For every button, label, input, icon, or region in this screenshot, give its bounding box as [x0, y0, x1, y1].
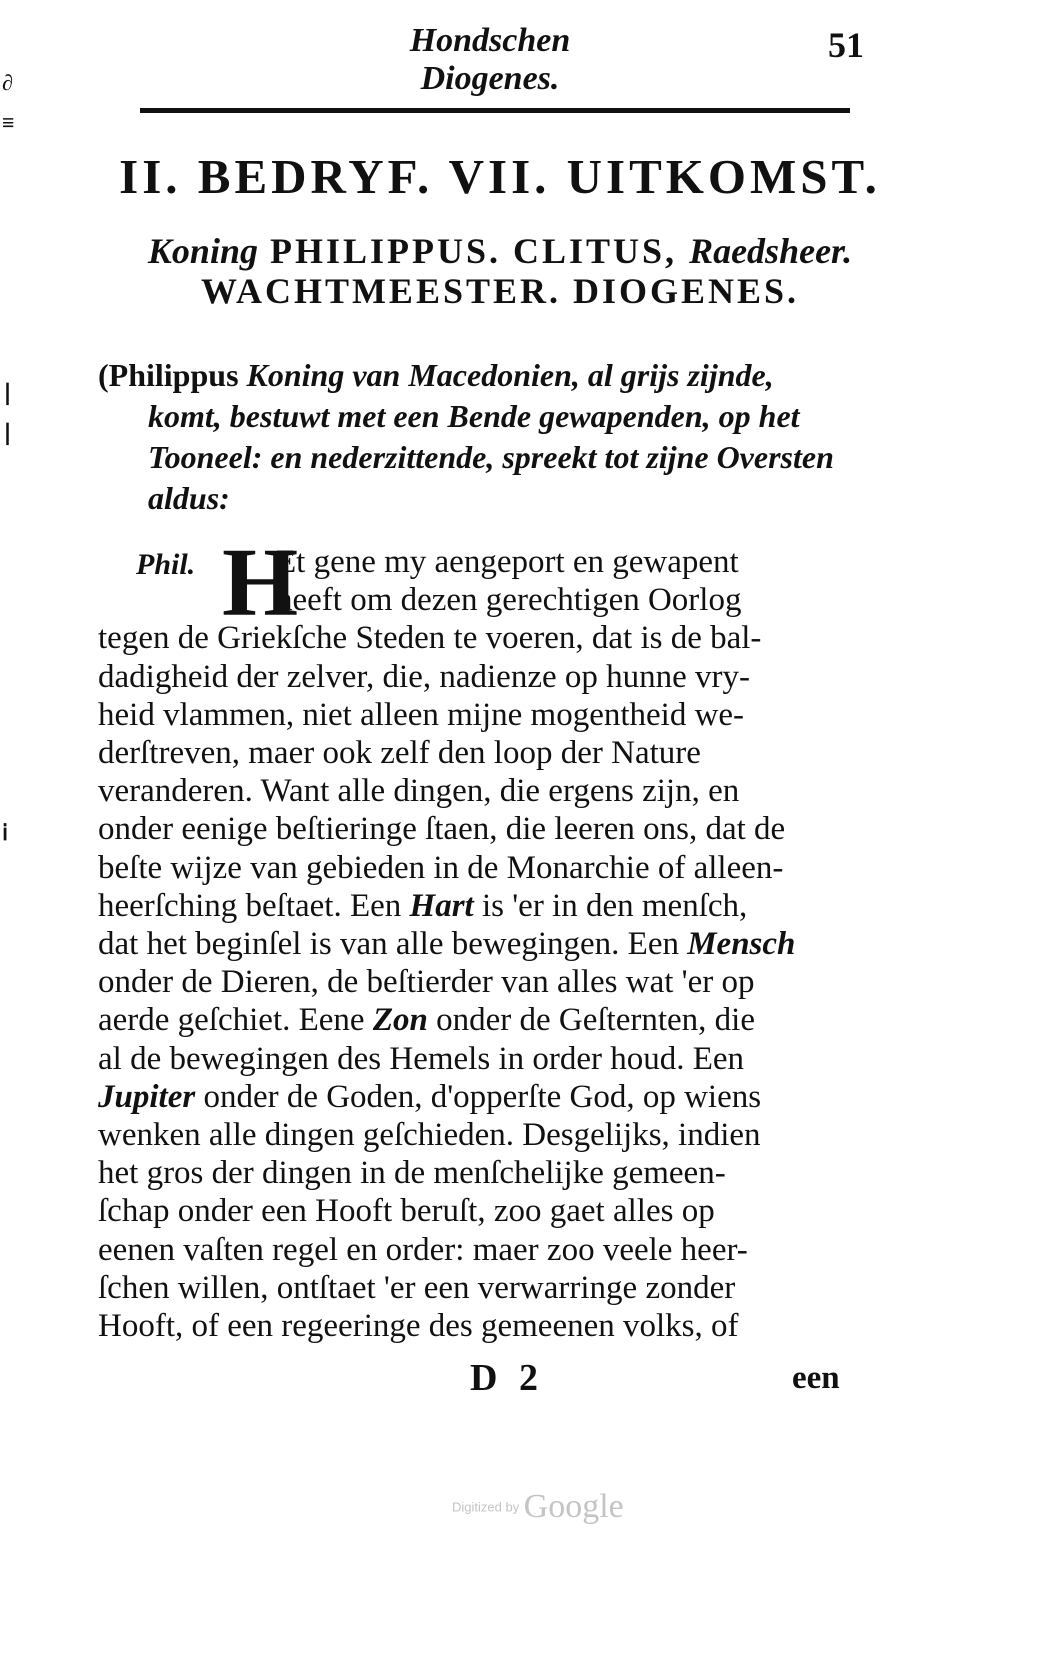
text-line: Hooft, of een regeeringe des gemeenen volks, of [98, 1308, 739, 1345]
catchword: een [792, 1360, 840, 1396]
text-segment: aerde geſchiet. Eene [98, 1002, 365, 1039]
margin-bleed-mark: ∣ [2, 420, 13, 445]
text-line: Et gene my aengeport en gewapent [276, 544, 739, 580]
cast-philippus: PHILIPPUS. [269, 231, 501, 271]
cast-koning: Koning [147, 231, 258, 271]
margin-bleed-mark: ∂ [2, 70, 13, 95]
text-line: eenen vaſten regel en order: maer zoo veele heer- [98, 1231, 748, 1268]
text-line: ſchap onder een Hooft beruſt, zoo gaet alles op [98, 1193, 715, 1230]
header-rule [140, 108, 850, 113]
speech-text [98, 543, 858, 1345]
drop-cap: H [222, 529, 299, 637]
watermark-prefix: Digitized by [452, 1499, 520, 1515]
stage-direction-line: Tooneel: en nederzittende, spreekt tot zijne Oversten [148, 439, 834, 475]
signature-mark: D 2 [470, 1357, 544, 1399]
stage-direction-text: Koning van Macedonien, al grijs zijnde, [246, 357, 774, 393]
stage-direction-line: komt, bestuwt met een Bende gewapenden, op het [148, 398, 800, 434]
cast-line-2: WACHTMEESTER. DIOGENES. [200, 271, 800, 311]
margin-bleed-mark: ∣ [2, 380, 13, 405]
text-line: derſtreven, maer ook zelf den loop der Nature [98, 735, 701, 772]
text-line: onder de Dieren, de beſtierder van alles wat 'er op [98, 964, 755, 1001]
page-number: 51 [828, 25, 864, 65]
text-segment: dat het beginſel is van alle bewegingen. Een [98, 926, 679, 963]
emphasis-mensch: Mensch [687, 926, 796, 963]
cast-raedsheer: Raedsheer. [689, 231, 853, 271]
text-line: heeft om dezen gerechtigen Oorlog [276, 582, 742, 619]
cast-line-1 [0, 230, 1000, 272]
text-line: onder eenige beſtieringe ſtaen, die leeren ons, dat de [98, 811, 786, 848]
emphasis-jupiter: Jupiter [98, 1078, 196, 1115]
digitized-watermark [452, 1488, 624, 1526]
text-segment: onder de Goden, d'opperſte God, op wiens [203, 1078, 762, 1115]
margin-bleed-mark: ≡ [2, 110, 15, 135]
text-line: tegen de Griekſche Steden te voeren, dat is de bal- [98, 620, 762, 657]
text-segment: onder de Geſternten, die [436, 1002, 755, 1039]
watermark-brand: Google [523, 1488, 624, 1525]
text-segment: heerſching beſtaet. Een [98, 887, 402, 924]
text-line: al de bewegingen des Hemels in order houd. Een [98, 1040, 745, 1077]
text-line: beſte wijze van gebieden in de Monarchie of alleen- [98, 849, 784, 886]
stage-direction [98, 355, 858, 519]
text-line: ſchen willen, ontſtaet 'er een verwarringe zonder [98, 1269, 736, 1306]
emphasis-zon: Zon [372, 1002, 428, 1039]
act-title: II. BEDRYF. VII. UITKOMST. [119, 149, 881, 204]
text-line [98, 1001, 858, 1039]
stage-direction-line [98, 355, 858, 396]
text-line: wenken alle dingen geſchieden. Desgelijks, indien [98, 1117, 761, 1154]
margin-bleed-mark: ⅰ [2, 820, 9, 845]
text-line: veranderen. Want alle dingen, die ergens zijn, en [98, 773, 740, 810]
cast-clitus: CLITUS, [513, 231, 678, 271]
text-line: het gros der dingen in de menſchelijke gemeen- [98, 1155, 726, 1192]
text-line [98, 1078, 858, 1116]
speaker-label: Phil. [136, 548, 196, 581]
text-line [98, 925, 858, 963]
stage-direction-line: aldus: [148, 480, 230, 516]
running-title: Hondschen Diogenes. [409, 22, 571, 97]
text-line [98, 887, 858, 925]
stage-direction-name: (Philippus [98, 357, 239, 393]
text-segment: is 'er in den menſch, [481, 887, 748, 924]
emphasis-hart: Hart [409, 887, 474, 924]
text-line: heid vlammen, niet alleen mijne mogentheid we- [98, 696, 745, 733]
text-line: dadigheid der zelver, die, nadienze op hunne vry- [98, 658, 750, 695]
